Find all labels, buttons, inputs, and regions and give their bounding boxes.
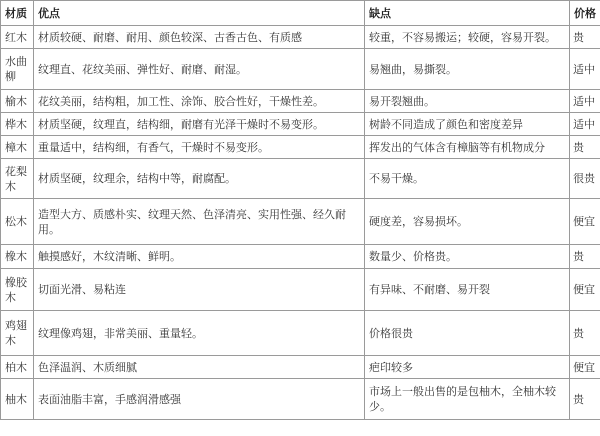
table-row: [1, 136, 600, 159]
table-header-row: [1, 1, 600, 26]
table-row: [1, 26, 600, 49]
cell-price: 便宜: [570, 269, 600, 311]
cell-material: 柏木: [1, 356, 34, 379]
cell-price: 适中: [570, 49, 600, 90]
header-price: 价格: [570, 1, 600, 26]
cell-material: 花梨木: [1, 159, 34, 199]
cell-pros: 材质较硬、耐磨、耐用、颜色较深、古香古色、有质感: [34, 26, 365, 49]
header-cons: 缺点: [365, 1, 570, 26]
cell-material: 松木: [1, 199, 34, 245]
cell-material: 榆木: [1, 90, 34, 113]
cell-cons: 市场上一般出售的是包柚木，全柚木较少。: [365, 379, 570, 420]
cell-pros: 切面光滑、易粘连: [34, 269, 365, 311]
cell-cons: 不易干燥。: [365, 159, 570, 199]
cell-cons: 树龄不同造成了颜色和密度差异: [365, 113, 570, 136]
cell-material: 柚木: [1, 379, 34, 420]
cell-cons: 较重，不容易搬运；较硬，容易开裂。: [365, 26, 570, 49]
table-row: [1, 245, 600, 269]
cell-cons: 挥发出的气体含有樟脑等有机物成分: [365, 136, 570, 159]
cell-pros: 表面油脂丰富，手感润滑感强: [34, 379, 365, 420]
cell-price: 适中: [570, 113, 600, 136]
header-material: 材质: [1, 1, 34, 26]
cell-material: 鸡翅木: [1, 311, 34, 356]
cell-cons: 易翘曲，易撕裂。: [365, 49, 570, 90]
cell-material: 橡木: [1, 245, 34, 269]
cell-cons: 疤印较多: [365, 356, 570, 379]
cell-pros: 重量适中，结构细，有香气，干燥时不易变形。: [34, 136, 365, 159]
cell-price: 贵: [570, 311, 600, 356]
table-row: [1, 90, 600, 113]
cell-pros: 色泽温润、木质细腻: [34, 356, 365, 379]
cell-price: 很贵: [570, 159, 600, 199]
cell-price: 贵: [570, 26, 600, 49]
cell-pros: 材质坚硬，纹理余，结构中等，耐腐配。: [34, 159, 365, 199]
cell-price: 贵: [570, 136, 600, 159]
cell-pros: 材质坚硬，纹理直，结构细，耐磨有光泽干燥时不易变形。: [34, 113, 365, 136]
cell-price: 便宜: [570, 356, 600, 379]
table-row: [1, 49, 600, 90]
cell-pros: 纹理直、花纹美丽、弹性好、耐磨、耐湿。: [34, 49, 365, 90]
cell-cons: 有异味、不耐磨、易开裂: [365, 269, 570, 311]
table-row: [1, 311, 600, 356]
cell-material: 水曲柳: [1, 49, 34, 90]
cell-cons: 易开裂翘曲。: [365, 90, 570, 113]
header-pros: 优点: [34, 1, 365, 26]
table-row: [1, 269, 600, 311]
cell-material: 橡胶木: [1, 269, 34, 311]
cell-price: 贵: [570, 379, 600, 420]
cell-material: 桦木: [1, 113, 34, 136]
cell-price: 贵: [570, 245, 600, 269]
cell-cons: 数量少、价格贵。: [365, 245, 570, 269]
cell-price: 便宜: [570, 199, 600, 245]
cell-pros: 花纹美丽，结构粗，加工性、涂饰、胶合性好，干燥性差。: [34, 90, 365, 113]
table-row: [1, 113, 600, 136]
cell-price: 适中: [570, 90, 600, 113]
cell-material: 红木: [1, 26, 34, 49]
cell-cons: 价格很贵: [365, 311, 570, 356]
table-row: [1, 159, 600, 199]
table-row: [1, 379, 600, 420]
table-row: [1, 199, 600, 245]
cell-material: 樟木: [1, 136, 34, 159]
table-row: [1, 356, 600, 379]
cell-cons: 硬度差，容易损坏。: [365, 199, 570, 245]
cell-pros: 造型大方、质感朴实、纹理天然、色泽清亮、实用性强、经久耐用。: [34, 199, 365, 245]
cell-pros: 触摸感好，木纹清晰、鲜明。: [34, 245, 365, 269]
cell-pros: 纹理像鸡翅，非常美丽、重量轻。: [34, 311, 365, 356]
